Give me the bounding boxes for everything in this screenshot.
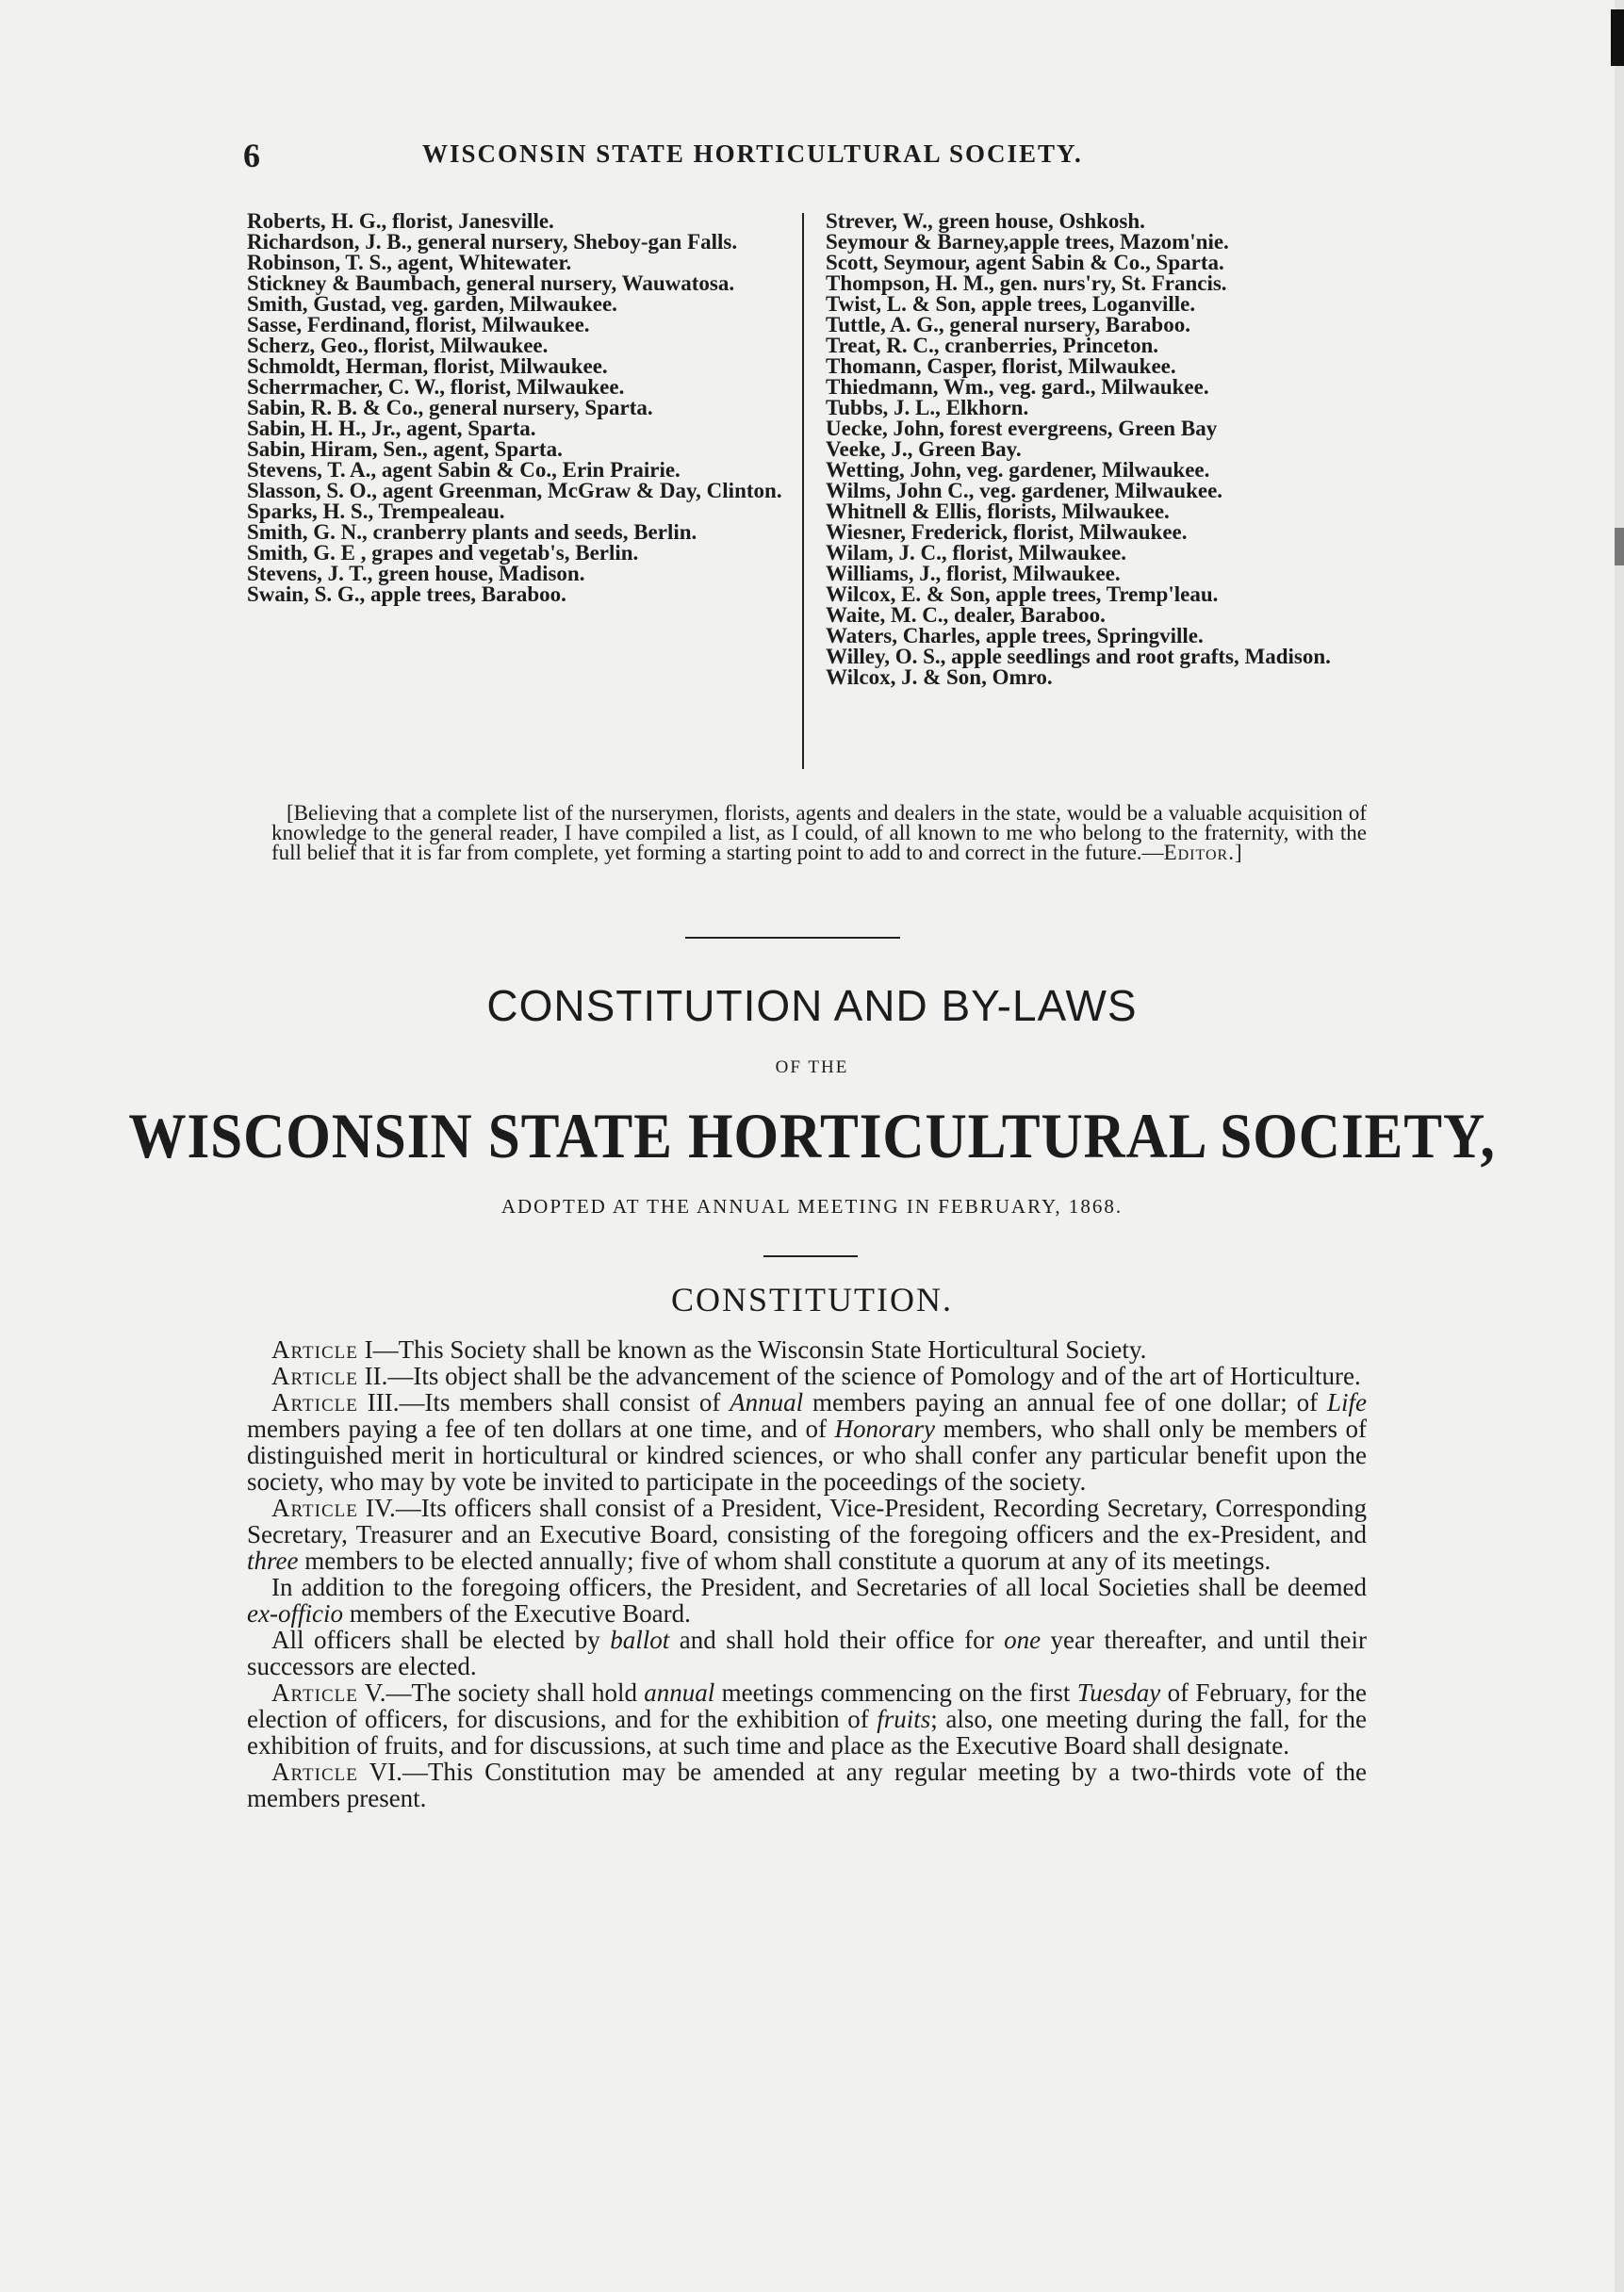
paragraph-ballot <box>247 1627 1367 1679</box>
list-item: Uecke, John, forest evergreens, Green Bay <box>826 417 1218 440</box>
list-item: Scherz, Geo., florist, Milwaukee. <box>247 334 549 357</box>
list-item: Schmoldt, Herman, florist, Milwaukee. <box>247 354 608 378</box>
article-2 <box>247 1363 1367 1389</box>
list-item: Smith, G. E , grapes and vegetab's, Berlin. <box>247 541 639 565</box>
list-item: Willey, O. S., apple seedlings and root grafts, Madison. <box>826 645 1331 668</box>
paragraph-text: All officers shall be elected by <box>271 1626 611 1654</box>
article-text: members paying a fee of ten dollars at one time, and of <box>247 1415 835 1443</box>
article-label: Article <box>271 1388 358 1416</box>
emphasis: Honorary <box>834 1415 936 1443</box>
article-1 <box>247 1336 1367 1363</box>
list-item: Stevens, T. A., agent Sabin & Co., Erin Prairie. <box>247 458 681 482</box>
paragraph-text: year thereafter, and until their successors are elected. <box>247 1626 1367 1680</box>
article-text: —Its officers shall consist of a President, Vice-President, Recording Secretary, Corresponding Secretary, Treasurer and an Executive Board, consisting of the foregoing officers and the ex-President, and <box>247 1494 1368 1548</box>
article-text: members to be elected annually; five of whom shall constitute a quorum at any of its meetings. <box>298 1547 1271 1575</box>
article-text: —Its object shall be the advancement of the science of Pomology and of the art of Horticulture. <box>387 1362 1361 1390</box>
list-item: Scott, Seymour, agent Sabin & Co., Sparta. <box>826 251 1224 274</box>
paragraph-text: In addition to the foregoing officers, the President, and Secretaries of all local Societies shall be deemed <box>271 1573 1367 1601</box>
list-item: Wilcox, E. & Son, apple trees, Tremp'leau. <box>826 582 1219 606</box>
article-text: ; also, one meeting during the fall, for the exhibition of fruits, and for discussions, at such time and place as the Executive Board shall designate. <box>247 1705 1368 1760</box>
list-item: Sasse, Ferdinand, florist, Milwaukee. <box>247 313 590 336</box>
list-item: Wilms, John C., veg. gardener, Milwaukee. <box>826 479 1223 502</box>
list-item: Robinson, T. S., agent, Whitewater. <box>247 251 572 274</box>
running-title: WISCONSIN STATE HORTICULTURAL SOCIETY. <box>422 139 1083 168</box>
article-text: of February, for the election of officers, for discusions, and for the exhibition of <box>247 1678 1368 1733</box>
list-item: Tubbs, J. L., Elkhorn. <box>826 396 1029 419</box>
list-item: Wilam, J. C., florist, Milwaukee. <box>826 541 1126 565</box>
emphasis: ex-officio <box>247 1599 343 1628</box>
list-item: Roberts, H. G., florist, Janesville. <box>247 209 554 233</box>
emphasis: Annual <box>730 1388 804 1416</box>
emphasis: Tuesday <box>1076 1678 1161 1707</box>
section-divider <box>763 1255 858 1257</box>
article-number: III. <box>367 1388 400 1416</box>
list-item: Waite, M. C., dealer, Baraboo. <box>826 603 1106 627</box>
article-number: VI. <box>369 1758 402 1786</box>
editor-note-close: ] <box>1234 841 1242 864</box>
editor-signature: Editor. <box>1163 841 1235 864</box>
emphasis: ballot <box>610 1626 670 1654</box>
article-label: Article <box>271 1335 358 1364</box>
list-item: Waters, Charles, apple trees, Springville. <box>826 624 1204 647</box>
list-item: Wiesner, Frederick, florist, Milwaukee. <box>826 520 1188 544</box>
list-item: Slasson, S. O., agent Greenman, McGraw & Day, Clinton. <box>247 479 782 502</box>
article-label: Article <box>271 1758 358 1786</box>
article-number: I <box>364 1335 373 1364</box>
article-4 <box>247 1495 1367 1574</box>
society-title: WISCONSIN STATE HORTICULTURAL SOCIETY, <box>128 1100 1496 1171</box>
article-6 <box>247 1759 1367 1811</box>
list-item: Swain, S. G., apple trees, Baraboo. <box>247 582 566 606</box>
column-divider <box>802 213 804 769</box>
article-text: —Its members shall consist of <box>399 1388 730 1416</box>
list-item: Seymour & Barney,apple trees, Mazom'nie. <box>826 230 1229 254</box>
paragraph-text: members of the Executive Board. <box>342 1599 691 1628</box>
article-number: V. <box>364 1678 386 1707</box>
constitution-heading: CONSTITUTION. <box>671 1281 953 1318</box>
scan-edge-mark <box>1611 9 1624 66</box>
article-text: —This Constitution may be amended at any regular meeting by a two-thirds vote of the members present. <box>247 1758 1368 1812</box>
list-item: Wilcox, J. & Son, Omro. <box>826 665 1053 689</box>
list-item: Thompson, H. M., gen. nurs'ry, St. Francis. <box>826 271 1227 295</box>
right-column-list <box>826 211 1372 688</box>
left-column-list <box>247 211 789 605</box>
title-of-the: OF THE <box>775 1057 849 1077</box>
emphasis: one <box>1004 1626 1042 1654</box>
page-number: 6 <box>243 137 260 174</box>
editor-note <box>271 803 1367 862</box>
article-text: —This Society shall be known as the Wisconsin State Horticultural Society. <box>372 1335 1147 1364</box>
page-edge-shadow <box>1615 0 1624 2292</box>
list-item: Smith, Gustad, veg. garden, Milwaukee. <box>247 292 617 316</box>
list-item: Sabin, R. B. & Co., general nursery, Sparta. <box>247 396 653 419</box>
emphasis: annual <box>644 1678 715 1707</box>
list-item: Wetting, John, veg. gardener, Milwaukee. <box>826 458 1210 482</box>
running-head <box>243 136 1186 173</box>
list-item: Scherrmacher, C. W., florist, Milwaukee. <box>247 375 625 399</box>
paragraph-addition <box>247 1574 1367 1627</box>
list-item: Richardson, J. B., general nursery, Sheboy-gan Falls. <box>247 230 738 254</box>
article-number: IV. <box>366 1494 396 1522</box>
editor-note-text: [Believing that a complete list of the nurserymen, florists, agents and dealers in the state, would be a valuable acquisition of knowledge to the general reader, I have compiled a list, as I could, of all known to me who belong to the fraternity, with the full belief that it is far from complete, yet forming a starting point to add to and correct in the future.— <box>271 801 1367 864</box>
page-title: CONSTITUTION AND BY-LAWS <box>486 981 1138 1030</box>
list-item: Smith, G. N., cranberry plants and seeds, Berlin. <box>247 520 697 544</box>
list-item: Thomann, Casper, florist, Milwaukee. <box>826 354 1176 378</box>
list-item: Treat, R. C., cranberries, Princeton. <box>826 334 1158 357</box>
article-text: —The society shall hold <box>385 1678 645 1707</box>
article-label: Article <box>271 1678 358 1707</box>
article-text: meetings commencing on the first <box>714 1678 1077 1707</box>
adoption-note: ADOPTED AT THE ANNUAL MEETING IN FEBRUARY, 1868. <box>500 1195 1124 1218</box>
article-3 <box>247 1389 1367 1495</box>
list-item: Stevens, J. T., green house, Madison. <box>247 562 585 585</box>
list-item: Veeke, J., Green Bay. <box>826 437 1022 461</box>
article-label: Article <box>271 1362 358 1390</box>
list-item: Sabin, Hiram, Sen., agent, Sparta. <box>247 437 563 461</box>
emphasis: three <box>247 1547 299 1575</box>
list-item: Stickney & Baumbach, general nursery, Wauwatosa. <box>247 271 735 295</box>
list-item: Tuttle, A. G., general nursery, Baraboo. <box>826 313 1190 336</box>
paragraph-text: and shall hold their office for <box>669 1626 1005 1654</box>
list-item: Sparks, H. S., Trempealeau. <box>247 499 505 523</box>
list-item: Williams, J., florist, Milwaukee. <box>826 562 1121 585</box>
constitution-body <box>247 1336 1367 1811</box>
article-text: members paying an annual fee of one dollar; of <box>803 1388 1327 1416</box>
article-5 <box>247 1679 1367 1759</box>
list-item: Sabin, H. H., Jr., agent, Sparta. <box>247 417 536 440</box>
emphasis: fruits <box>877 1705 931 1733</box>
article-number: II. <box>364 1362 388 1390</box>
list-item: Whitnell & Ellis, florists, Milwaukee. <box>826 499 1170 523</box>
list-item: Strever, W., green house, Oshkosh. <box>826 209 1145 233</box>
article-label: Article <box>271 1494 358 1522</box>
list-item: Twist, L. & Son, apple trees, Loganville. <box>826 292 1196 316</box>
scan-edge-mark <box>1615 528 1624 565</box>
emphasis: Life <box>1327 1388 1368 1416</box>
section-divider <box>685 937 900 939</box>
list-item: Thiedmann, Wm., veg. gard., Milwaukee. <box>826 375 1209 399</box>
article-text: members, who shall only be members of distinguished merit in horticultural or kindred sciences, or who shall confer any particular benefit upon the society, who may by vote be invited to participate in the poceedings of the society. <box>247 1415 1367 1496</box>
